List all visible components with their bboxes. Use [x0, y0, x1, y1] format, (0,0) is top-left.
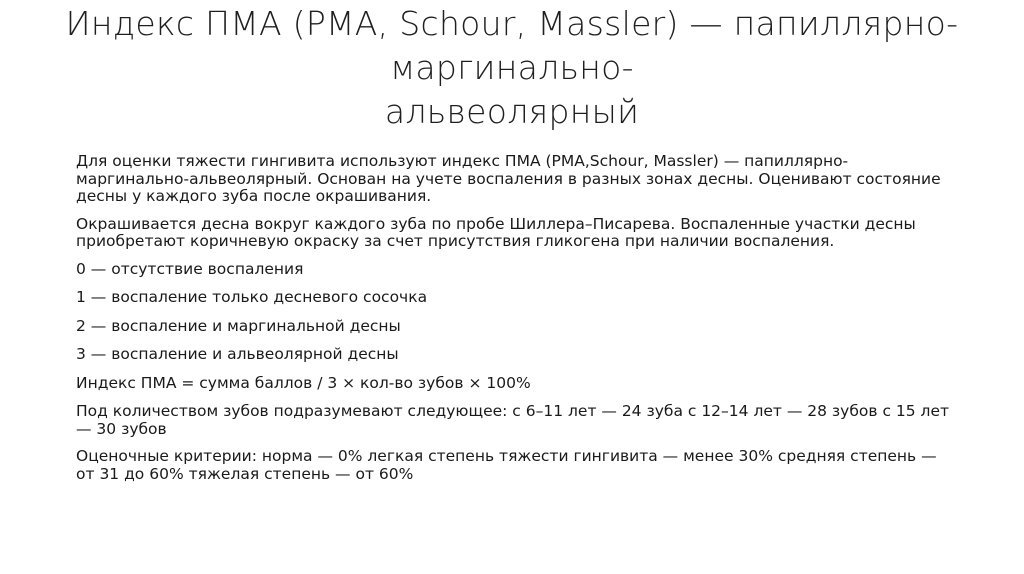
score-2: 2 — воспаление и маргинальной десны — [76, 316, 401, 335]
slide-title — [60, 2, 964, 134]
paragraph-staining: Окрашивается десна вокруг каждого зуба по пробе Шиллера–Писарева. Воспаленные участки десны приобретают коричневую окраску за счет присутствия гликогена при наличии воспаления. — [76, 214, 916, 250]
formula: Индекс ПМА = сумма баллов / 3 × кол-во зубов × 100% — [76, 373, 531, 392]
score-1: 1 — воспаление только десневого сосочка — [76, 288, 428, 306]
title-line-2: маргинально- — [390, 48, 634, 87]
score-0: 0 — отсутствие воспаления — [76, 259, 304, 278]
paragraph-teeth-count: Под количеством зубов подразумевают следующее: с 6–11 лет — 24 зуба с 12–14 лет — 28 зубов с 15 лет — 30 зубов — [76, 402, 950, 438]
paragraph-intro: Для оценки тяжести гингивита используют индекс ПМА (PMA,Schour, Massler) — папиллярно-маргинально-альвеолярный. Основан на учете воспаления в разных зонах десны. Оценивают состояние десны у каждого зуба после окрашивания. — [76, 152, 941, 205]
paragraph-criteria: Оценочные критерии: норма — 0% легкая степень тяжести гингивита — менее 30% средняя степень — от 31 до 60% тяжелая степень — от 60% — [76, 447, 937, 483]
title-line-3: альвеолярный — [384, 92, 640, 131]
score-3: 3 — воспаление и альвеолярной десны — [76, 345, 399, 363]
slide-body — [76, 153, 956, 493]
title-line-1: Индекс ПМА (PMA, Schour, Massler) — папиллярно- — [65, 4, 959, 43]
